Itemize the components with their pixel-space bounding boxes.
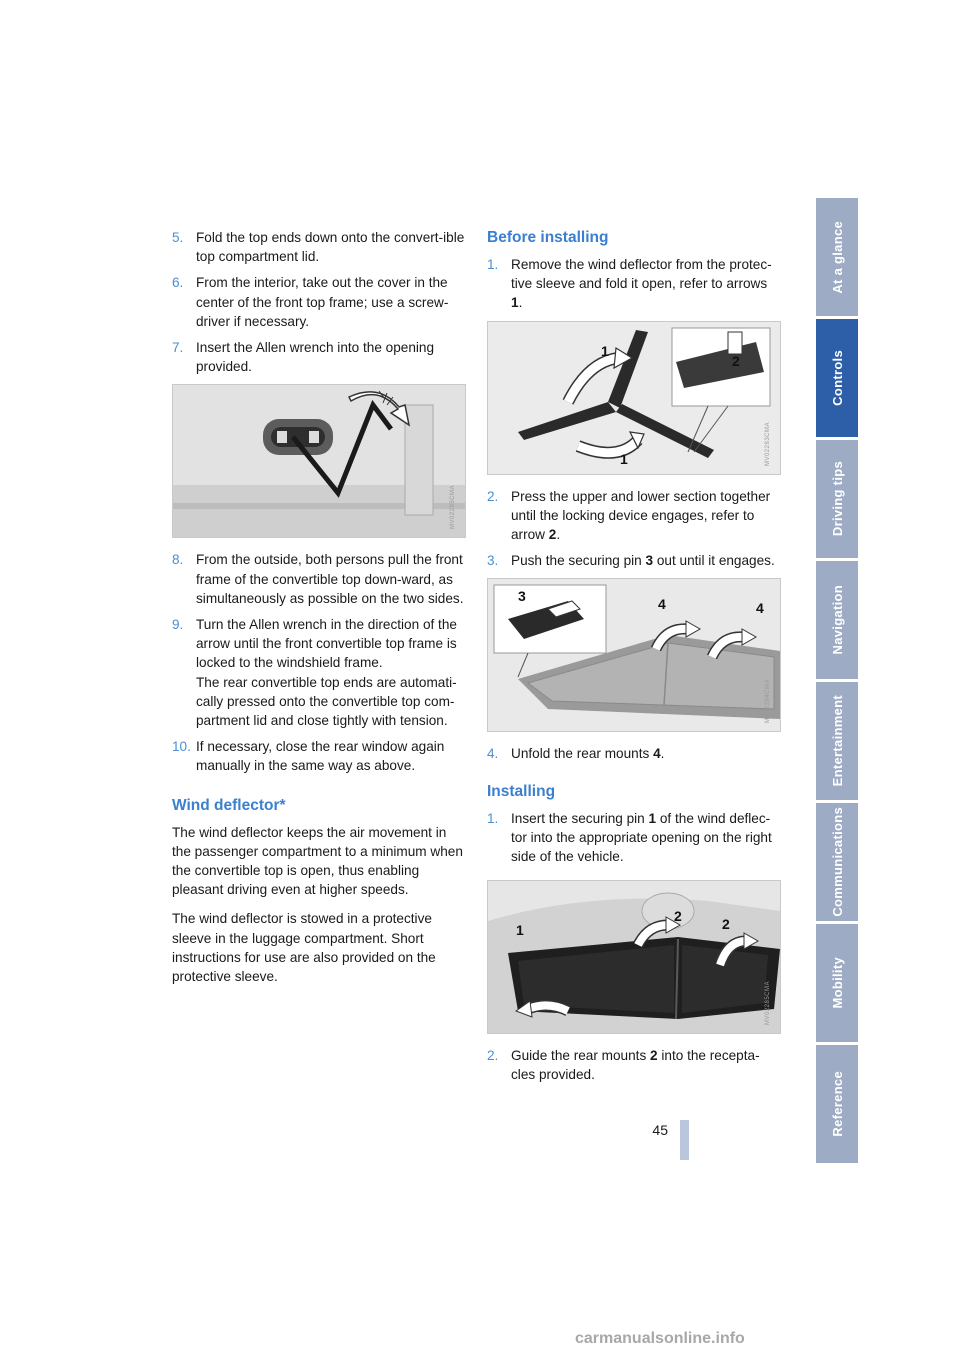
allen-wrench-illustration	[173, 385, 465, 537]
installing-steps-1	[487, 809, 781, 867]
before-step-4: 4. Unfold the rear mounts 4.	[487, 746, 665, 762]
chapter-tabs	[816, 198, 858, 1166]
fig3-label-4-left: 4	[658, 596, 666, 613]
fig2-label-1-bottom: 1	[620, 450, 628, 467]
wind-deflector-heading: Wind deflector*	[172, 796, 286, 814]
step-6: 6. From the interior, take out the cover in the center of the front top frame; use a screw-driver if necessary.	[172, 275, 449, 329]
installing-steps-2	[487, 1046, 781, 1084]
step-7: 7. Insert the Allen wrench into the opening provided.	[172, 340, 435, 375]
before-installing-heading: Before installing	[487, 229, 609, 246]
before-step-2: 2. Press the upper and lower section together until the locking device engages, refer to arrow 2.	[487, 488, 771, 543]
figure-securing-pin: 3 4 4 MV02284CMA	[487, 578, 781, 732]
installing-step-2: 2. Guide the rear mounts 2 into the recepta-cles provided.	[487, 1048, 760, 1083]
steps-list-b	[172, 550, 466, 775]
tab-at-a-glance[interactable]: At a glance	[816, 198, 858, 316]
right-column	[487, 228, 781, 1092]
tab-communications[interactable]: Communications	[816, 803, 858, 921]
step-8: 8. From the outside, both persons pull the front frame of the convertible top down-ward, as simultaneously as possible on the two sides.	[172, 552, 464, 606]
figure-allen-wrench: MV02285CMA	[172, 384, 466, 538]
fig3-label-4-right: 4	[756, 600, 764, 617]
steps-list-a	[172, 228, 466, 376]
before-steps-1	[487, 255, 781, 313]
page-number: 45	[652, 1122, 668, 1138]
tab-navigation[interactable]: Navigation	[816, 561, 858, 679]
tab-reference[interactable]: Reference	[816, 1045, 858, 1163]
installing-step-1: 1. Insert the securing pin 1 of the wind deflec-tor into the appropriate opening on the right side of the vehicle.	[487, 810, 772, 865]
footer-watermark-url: carmanualsonline.info	[575, 1330, 745, 1347]
securing-pin-illustration	[488, 579, 780, 731]
wind-deflector-paragraph-2: The wind deflector is stowed in a protective sleeve in the luggage compartment. Short instructions for use are also provided on the protective sleeve.	[172, 911, 436, 985]
left-column	[172, 228, 466, 996]
step-5: 5. Fold the top ends down onto the convert-ible top compartment lid.	[172, 230, 465, 265]
wind-deflector-paragraph-1: The wind deflector keeps the air movement in the passenger compartment to a minimum when the convertible top is open, thus enabling pleasant driving even at higher speeds.	[172, 824, 463, 898]
fig2-label-2: 2	[732, 352, 740, 369]
step-9: 9. Turn the Allen wrench in the direction of the arrow until the front convertible top frame is locked to the windshield frame. The rear convertible top ends are automati-cally pressed onto the convertible top com-partment lid and close tightly with tension.	[172, 617, 457, 729]
figure-unfold-deflector: 1 2 1 MV02283CMA	[487, 321, 781, 475]
step-10: 10. If necessary, close the rear window again manually in the same way as above.	[172, 739, 445, 774]
tab-mobility[interactable]: Mobility	[816, 924, 858, 1042]
fig4-label-2-left: 2	[674, 908, 682, 925]
before-steps-3	[487, 744, 781, 763]
fig4-label-2-right: 2	[722, 916, 730, 933]
fig3-label-3: 3	[518, 588, 526, 605]
before-step-1: 1. Remove the wind deflector from the protec-tive sleeve and fold it open, refer to arrows 1.	[487, 257, 772, 311]
tab-controls[interactable]: Controls	[816, 319, 858, 437]
unfold-deflector-illustration	[488, 322, 780, 474]
fig2-label-1-top: 1	[601, 342, 609, 359]
before-step-3: 3. Push the securing pin 3 out until it engages.	[487, 553, 775, 569]
installing-heading: Installing	[487, 782, 556, 800]
figure-install-deflector: 1 2 2 MV02285CMA	[487, 880, 781, 1034]
install-deflector-illustration	[488, 881, 780, 1033]
tab-entertainment[interactable]: Entertainment	[816, 682, 858, 800]
fig4-label-1: 1	[516, 922, 524, 939]
before-steps-2	[487, 487, 781, 571]
tab-driving-tips[interactable]: Driving tips	[816, 440, 858, 558]
page-number-bar	[680, 1120, 689, 1160]
